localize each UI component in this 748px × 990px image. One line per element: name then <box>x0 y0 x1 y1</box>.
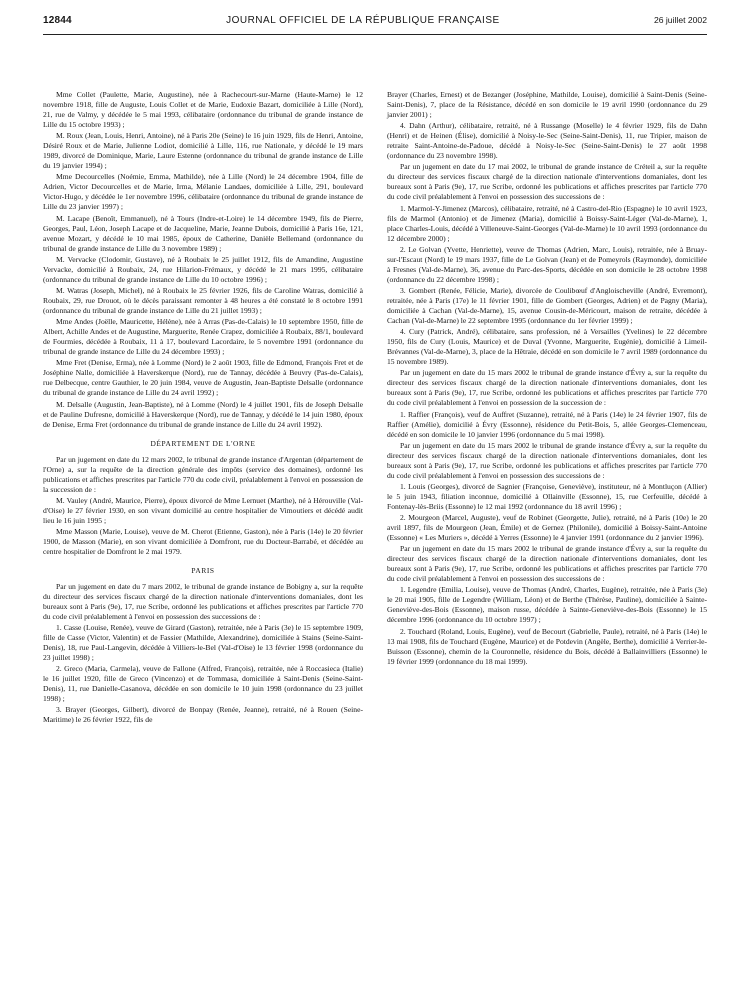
notice-paragraph: Brayer (Charles, Ernest) et de Bezanger (Joséphine, Mathilde, Louise), domicilié à Saint-Denis (Seine-Saint-Denis), 7, place de la Résistance, décédé en son domicile le 19 avril 1990 (ordonnance du 29 janvier 2001) ; <box>387 90 707 119</box>
notice-paragraph: M. Watras (Joseph, Michel), né à Roubaix le 25 février 1926, fils de Caroline Watras, domicilié à Roubaix, 29, rue Drouot, où le décès paraissant remonter à 48 heures a été constaté le 8 octobre 1991 (ordonnance du tribunal de grande instance de Lille du 21 juillet 1993) ; <box>43 285 363 315</box>
notice-paragraph: Mme Collet (Paulette, Marie, Augustine), née à Rachecourt-sur-Marne (Haute-Marne) le 12 novembre 1918, fille de Auguste, Louis Collet et de Marie, Eudoxie Bazart, domiciliée à Lille (Nord), 21, rue de Valmy, y décédée le 5 mai 1993, célibataire (ordonnance du tribunal de grande instance de Lille du 15 octobre 1993) ; <box>43 90 363 129</box>
notice-paragraph: 4. Cury (Patrick, André), célibataire, sans profession, né à Versailles (Yvelines) le 22 décembre 1950, fils de Cury (Louis, Maurice) et de Duval (Yvonne, Marguerite, Eugénie), domicilié à Limeil-Brévannes (Val-de-Marne), 3, place de la Hêtraie, décédé en son domicile le 7 avril 1989 (ordonnance du 15 novembre 1989). <box>387 327 707 367</box>
page-header <box>43 0 707 30</box>
notice-paragraph: Mme Masson (Marie, Louise), veuve de M. Cherot (Etienne, Gaston), née à Paris (14e) le 20 février 1900, de Masson (Marie), en son vivant domiciliée à Domfront, rue du Docteur-Barrabé, et décédée au centre hospitalier de Domfront le 2 mai 1979. <box>43 526 363 556</box>
notice-paragraph: Par un jugement en date du 17 mai 2002, le tribunal de grande instance de Créteil a, sur la requête du directeur des services fiscaux chargé de la direction nationale d'interventions domaniales, dont les bureaux sont à Paris (9e), 17, rue Scribe, ordonné les publications et affiches prescrites par l'article 770 du code civil préalablement à l'envoi en possession des successions de : <box>387 162 707 202</box>
left-column <box>43 90 363 727</box>
notice-paragraph: M. Vauley (André, Maurice, Pierre), époux divorcé de Mme Lernuet (Marthe), né à Hérouville (Val-d'Oise) le 27 février 1930, en son vivant domicilié au centre hospitalier de Vimoutiers et décédé audit lieu le 16 juin 1995 ; <box>43 495 363 525</box>
notice-paragraph: 1. Legendre (Emilia, Louise), veuve de Thomas (André, Charles, Eugène), retraitée, née à Paris (3e) le 20 mai 1905, fille de Legendre (William, Léon) et de Berthe (Thérèse, Pauline), domiciliée à Sainte-Geneviève-des-Bois (Essonne), maison russe, décédée à Sainte-Geneviève-des-Bois (Essonne) le 15 décembre 1996 (ordonnance du 10 octobre 1997) ; <box>387 585 707 625</box>
notice-paragraph: 3. Gombert (Renée, Félicie, Marie), divorcée de Coulibœuf d'Angloischeville (André, Evremont), retraitée, née à Paris (17e) le 11 février 1901, fille de Gombert (Georges, Adrien) et de Pagny (Maria), domiciliée à Cachan (Val-de-Marne), 15, avenue Cousin-de-Méricourt, maison de retraite, décédée à Cachan (Val-de-Marne) le 22 septembre 1995 (ordonnance du 1er février 1999) ; <box>387 285 707 325</box>
notice-paragraph: 1. Casse (Louise, Renée), veuve de Girard (Gaston), retraitée, née à Paris (3e) le 15 septembre 1909, fille de Casse (Victor, Valentin) et de Fassier (Mathilde, Alexandrine), domiciliée à Stains (Seine-Saint-Denis), 18, rue Paul-Langevin, décédée à Villiers-le-Bel (Val-d'Oise) le 13 février 1998 (ordonnance du 23 juillet 1998) ; <box>43 623 363 663</box>
notice-paragraph: M. Vervacke (Clodomir, Gustave), né à Roubaix le 25 juillet 1912, fils de Amandine, Augustine Vervacke, domicilié à Roubaix, 24, rue Hilarion-Frémaux, y décédé le 21 mars 1995, célibataire (ordonnance du tribunal de grande instance de Lille du 10 octobre 1996) ; <box>43 254 363 284</box>
notice-paragraph: Par un jugement en date du 15 mars 2002 le tribunal de grande instance d'Évry a, sur la requête du directeur des services fiscaux chargé de la direction nationale d'interventions domaniales, dont les bureaux sont à Paris (9e), 17, rue Scribe, ordonné les publications et affiches prescrites par l'article 770 du code civil préalablement à l'envoi en possession des successions de : <box>387 440 707 480</box>
section-heading: DÉPARTEMENT DE L'ORNE <box>150 438 256 448</box>
issue-date: 26 juillet 2002 <box>653 15 707 25</box>
notice-paragraph: Mme Decourcelles (Noémie, Emma, Mathilde), née à Lille (Nord) le 24 décembre 1904, fille de Adrien, Victor Decourcelles et de Marie, Irma, Mélanie Landaes, domiciliée à Lille, 291, boulevard Victor-Hugo, y décédée le 1er novembre 1996, célibataire (ordonnance du tribunal de grande instance de Lille du 23 janvier 1997) ; <box>43 172 363 212</box>
notice-paragraph: Mme Fret (Denise, Erma), née à Lomme (Nord) le 2 août 1903, fille de Edmond, François Fret et de Joséphine Nalle, domiciliée à Haverskerque (Nord), rue de Tannay, décédée à Beuvry (Pas-de-Calais), rue Delbecque, centre Gauthier, le 20 juin 1984, veuve de Augustin, Jean-Baptiste Delsalle (ordonnance du tribunal de grande instance de Lille du 24 avril 1992) ; <box>43 358 363 398</box>
notice-paragraph: Par un jugement en date du 15 mars 2002 le tribunal de grande instance d'Évry a, sur la requête du directeur des services fiscaux chargé de la direction nationale d'interventions domaniales, dont les bureaux sont à Paris (9e), 17, rue Scribe, ordonné les publications et affiches prescrites par l'article 770 du code civil préalablement à l'envoi en possession des successions de : <box>387 544 707 584</box>
notice-paragraph: Par un jugement en date du 15 mars 2002 le tribunal de grande instance d'Évry a, sur la requête du directeur des services fiscaux chargé de la direction nationale d'interventions domaniales, dont les bureaux sont à Paris (9e), 17, rue Scribe, ordonné les publications et affiches prescrites par l'article 770 du code civil préalablement à l'envoi en possession de la succession de : <box>387 368 707 408</box>
notice-paragraph: 2. Mourgeon (Marcel, Auguste), veuf de Robinet (Georgette, Julie), retraité, né à Paris (10e) le 20 avril 1897, fils de Mourgeon (Jean, Émile) et de Gernez (Philonile), domicilié à Boissy-Saint-Antoine (Essonne) « Les Muriers », décédé à Yerres (Essonne) le 4 janvier 1991 (ordonnance du 2 janvier 1996). <box>387 513 707 543</box>
notice-paragraph: Par un jugement en date du 7 mars 2002, le tribunal de grande instance de Bobigny a, sur la requête du directeur des services fiscaux chargé de la direction nationale d'interventions domaniales, dont les bureaux sont à Paris (9e), 17, rue Scribe, ordonné les publications et affiches prescrites par l'article 770 du code civil préalablement à l'envoi en possession des successions de : <box>43 581 363 621</box>
notice-paragraph: Par un jugement en date du 12 mars 2002, le tribunal de grande instance d'Argentan (département de l'Orne) a, sur la requête de la direction générale des impôts (service des domaines), ordonné les publications et affiches prescrites par l'article 770 du code civil, préalablement à l'envoi en possession de la succession de : <box>43 454 363 494</box>
notice-paragraph: 1. Louis (Georges), divorcé de Sagnier (Françoise, Geneviève), instituteur, né à Montluçon (Allier) le 5 juin 1943, filiation inconnue, domicilié à Ollainville (Essonne), 15, rue Cerfeuille, décédé à Fontenay-lès-Briis (Essonne) le 12 mai 1992 (ordonnance du 18 avril 1996) ; <box>387 481 707 511</box>
columns <box>43 90 707 727</box>
notice-paragraph: 1. Marmol-Y-Jimenez (Marcos), célibataire, retraité, né à Castro-del-Rio (Espagne) le 10 avril 1923, fils de Marmol (Antonio) et de Jimenez (Maria), domicilié à Boissy-Saint-Léger (Val-de-Marne), 1, place Charles-Louis, décédé à Villeneuve-Saint-Georges (Val-de-Marne) le 10 avril 1993 (ordonnance du 12 décembre 2000) ; <box>387 203 707 243</box>
notice-paragraph: 2. Greco (Maria, Carmela), veuve de Fallone (Alfred, François), retraitée, née à Roccasieca (Italie) le 16 juillet 1920, fille de Greco (Vincenzo) et de Tommasa, domiciliée à Saint-Denis (Seine-Saint-Denis), 11, rue Danielle-Casanova, décédée en son domicile le 10 juin 1998 (ordonnance du 23 juillet 1998) ; <box>43 664 363 704</box>
page-number: 12844 <box>43 15 72 26</box>
section-heading: PARIS <box>191 565 215 575</box>
notice-paragraph: 1. Raffier (François), veuf de Auffret (Suzanne), retraité, né à Paris (14e) le 24 février 1907, fils de Raffier (Amélie), domicilié à Évry (Essonne), résidence du Petit-Bois, 5, allée Georges-Clemenceau, décédé en son domicile le 10 janvier 1996 (ordonnance du 5 mai 1998). <box>387 409 707 439</box>
journal-title: JOURNAL OFFICIEL DE LA RÉPUBLIQUE FRANÇAISE <box>226 15 500 26</box>
right-column <box>387 90 707 727</box>
notice-paragraph: 2. Touchard (Roland, Louis, Eugène), veuf de Becourt (Gabrielle, Paule), retraité, né à Paris (14e) le 13 mai 1908, fils de Touchard (Eugène, Maurice) et de Potdevin (Angèle, Berthe), domicilié à Verrier-le-Buisson (Essonne), chemin de la Couronnelle, résidence du Bois, décédé à Ballainvilliers (Essonne) le 19 février 1999 (ordonnance du 18 mai 1999). <box>387 626 707 666</box>
notice-paragraph: 2. Le Golvan (Yvette, Henriette), veuve de Thomas (Adrien, Marc, Louis), retraitée, née à Bruay-sur-l'Escaut (Nord) le 19 mars 1937, fille de Le Golvan (Jean) et de Pomeyrols (Raymonde), domiciliée à Fresnes (Val-de-Marne), 36, avenue du Parc-des-Sports, décédée en son domicile le 28 octobre 1998 (ordonnance du 22 décembre 1998) ; <box>387 244 707 284</box>
notice-paragraph: M. Roux (Jean, Louis, Henri, Antoine), né à Paris 20e (Seine) le 16 juin 1929, fils de Henri, Antoine, Désiré Roux et de Marie, Julienne Lodiot, domicilié à Lille, 116, rue Nationale, y décédé le 19 mars 1989, divorcé de Dominique, Marie, Laure Estenne (ordonnance du tribunal de grande instance de Lille du 19 janvier 1994) ; <box>43 131 363 171</box>
notice-paragraph: M. Delsalle (Augustin, Jean-Baptiste), né à Lomme (Nord) le 4 juillet 1901, fils de Joseph Delsalle et de Pauline Dufresne, domicilié à Haverskerque (Nord), rue de Tannay, y décédé le 14 juin 1980, époux de Denise, Erma Fret (ordonnance du tribunal de grande instance de Lille du 24 avril 1992). <box>43 399 363 429</box>
notice-paragraph: Mme Andes (Joëlle, Mauricette, Hélène), née à Arras (Pas-de-Calais) le 10 septembre 1950, fille de Albert, Achille Andes et de Augustine, Marguerite, Renée Crapez, domiciliée à Roubaix, 88/1, boulevard de Fourmies, décédée à Roubaix, 11 à 17, boulevard Lacordaire, le 5 novembre 1991 (ordonnance du tribunal de grande instance de Lille du 24 décembre 1993) ; <box>43 317 363 357</box>
notice-paragraph: 3. Brayer (Georges, Gilbert), divorcé de Bonpay (Renée, Jeanne), retraité, né à Rouen (Seine-Maritime) le 26 février 1922, fils de <box>43 705 363 725</box>
header-rule <box>43 34 707 35</box>
notice-paragraph: M. Lacape (Benoît, Emmanuel), né à Tours (Indre-et-Loire) le 14 décembre 1949, fils de Pierre, Georges, Paul, Léon, Joseph Lacape et de Jacqueline, Marie, Jeanne Dubois, domicilié à Paris 16e, 121, avenue Mozart, y décédé le 10 mai 1985, époux de Catherine, Danièle Bellemand (ordonnance du tribunal de grande instance de Lille du 3 novembre 1989) ; <box>43 213 363 253</box>
notice-paragraph: 4. Dahn (Arthur), célibataire, retraité, né à Russange (Moselle) le 4 février 1929, fils de Dahn (Henri) et de Heinen (Élise), domicilié à Noisy-le-Sec (Seine-Saint-Denis), 11, rue Tripier, maison de retraite Saint-Antoine-de-Padoue, décédé à Noisy-le-Sec (Seine-Saint-Denis) le 27 août 1998 (ordonnance du 23 novembre 1998). <box>387 121 707 161</box>
